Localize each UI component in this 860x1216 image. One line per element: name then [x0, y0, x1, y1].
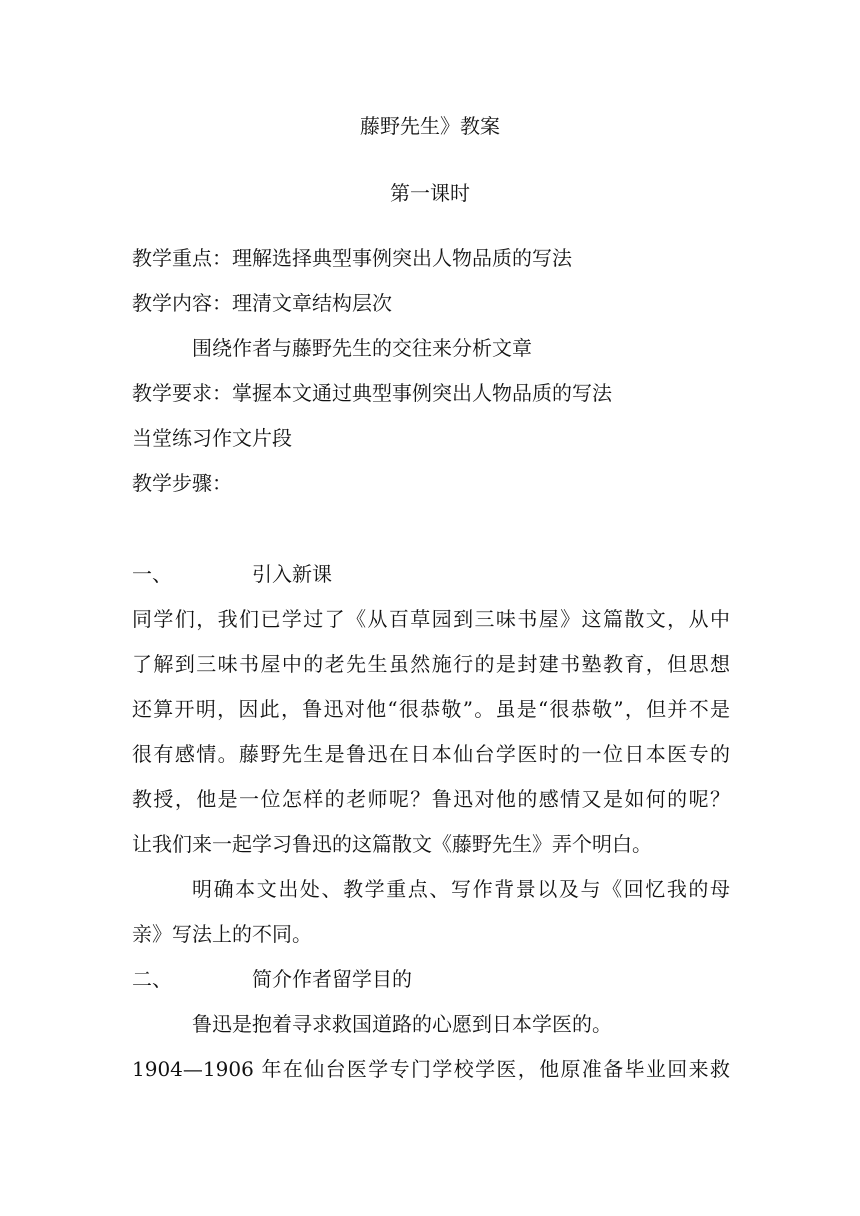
- section-title: 引入新课: [252, 562, 332, 586]
- paragraph-line: 教授，他是一位怎样的老师呢？鲁迅对他的感情又是如何的呢？: [132, 787, 730, 811]
- doc-title: 藤野先生》教案: [360, 114, 500, 138]
- paragraph-line: 明确本文出处、教学重点、写作背景以及与《回忆我的母: [192, 877, 730, 901]
- doc-subtitle: 第一课时: [390, 181, 470, 205]
- paragraph-line: 让我们来一起学习鲁迅的这篇散文《藤野先生》弄个明白。: [132, 832, 652, 856]
- teaching-focus: 教学重点：理解选择典型事例突出人物品质的写法: [132, 246, 572, 270]
- paragraph-line: 同学们，我们已学过了《从百草园到三味书屋》这篇散文，从中: [132, 607, 730, 631]
- paragraph-line: 还算开明，因此，鲁迅对他“很恭敬”。虽是“很恭敬”，但并不是: [132, 697, 730, 721]
- teaching-practice: 当堂练习作文片段: [132, 426, 292, 450]
- section-title: 简介作者留学目的: [252, 967, 412, 991]
- teaching-steps-heading: 教学步骤：: [132, 471, 232, 495]
- paragraph-line: 了解到三味书屋中的老先生虽然施行的是封建书塾教育，但思想: [132, 652, 730, 676]
- teaching-content: 教学内容：理清文章结构层次: [132, 291, 392, 315]
- paragraph-line: 亲》写法上的不同。: [132, 922, 312, 946]
- teaching-content-detail: 围绕作者与藤野先生的交往来分析文章: [192, 336, 532, 360]
- teaching-requirement: 教学要求：掌握本文通过典型事例突出人物品质的写法: [132, 381, 612, 405]
- section-number: 一、: [132, 562, 172, 586]
- paragraph-line: 1904—1906 年在仙台医学专门学校学医，他原准备毕业回来救: [132, 1057, 730, 1081]
- section-number: 二、: [132, 967, 172, 991]
- paragraph-line: 鲁迅是抱着寻求救国道路的心愿到日本学医的。: [192, 1012, 612, 1036]
- paragraph-line: 很有感情。藤野先生是鲁迅在日本仙台学医时的一位日本医专的: [132, 742, 730, 766]
